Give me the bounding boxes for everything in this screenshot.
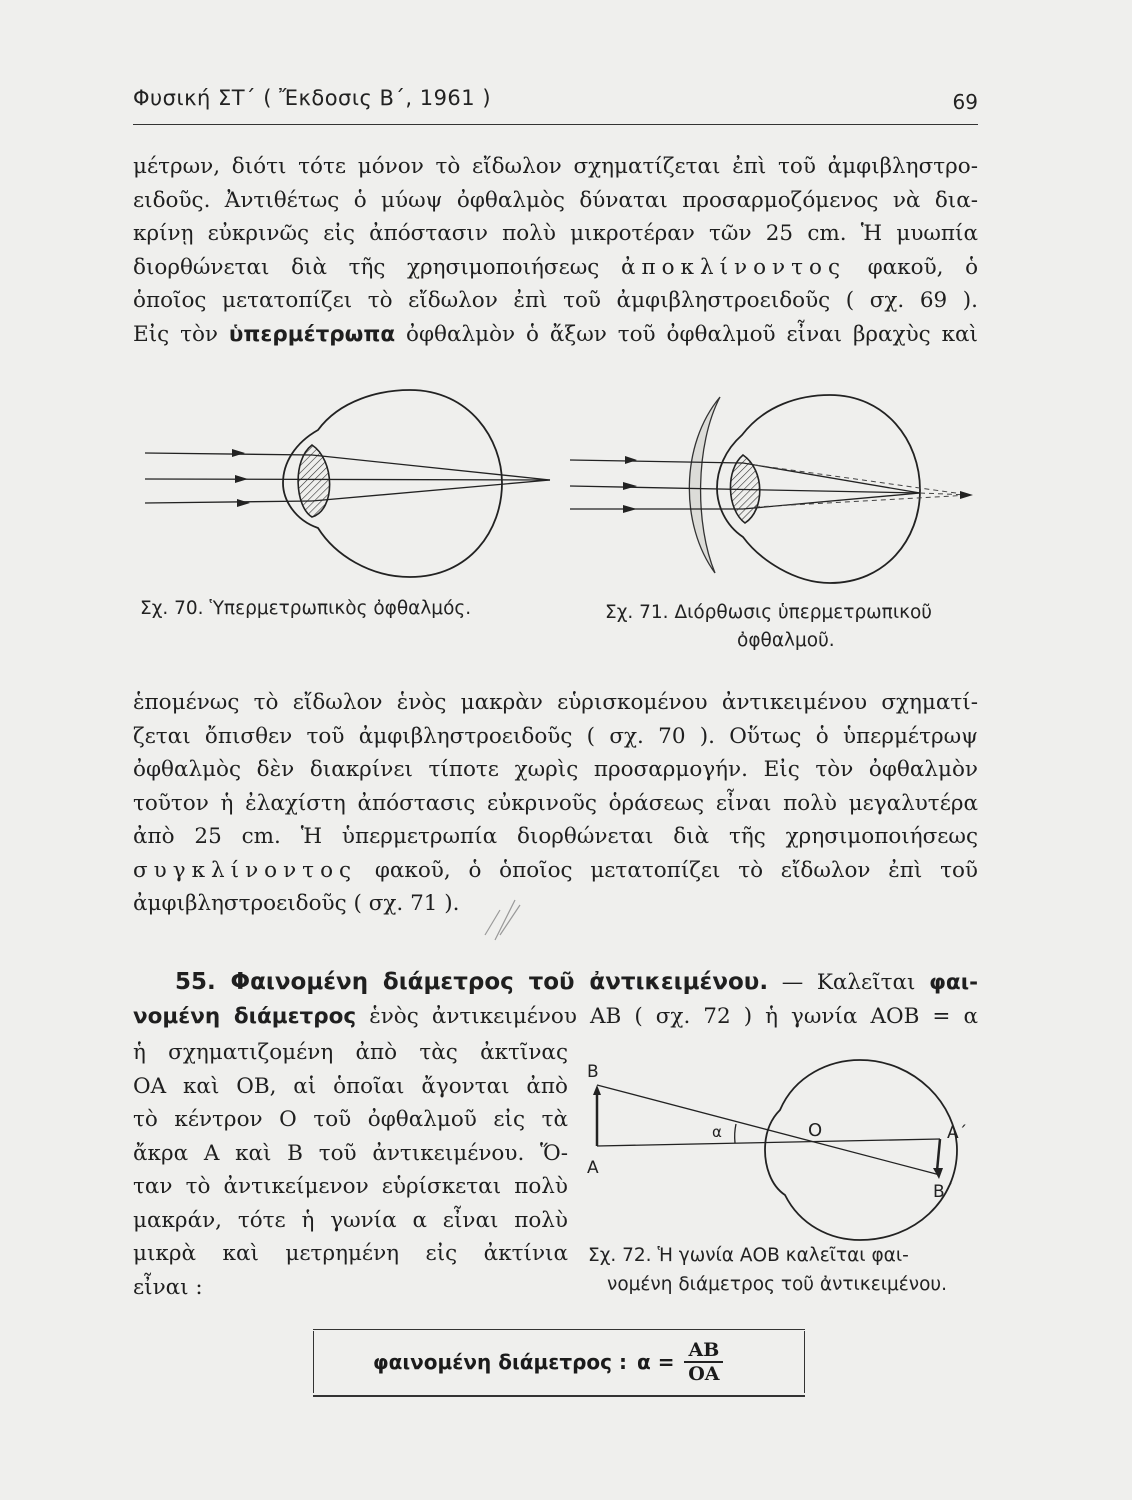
text-line: ταν τὸ ἀντικείμενον εὑρίσκεται πολὺ: [133, 1174, 568, 1199]
figure-70-caption: Σχ. 70. Ὑπερμετρωπικὸς ὀφθαλμός.: [140, 598, 472, 619]
text-line: ὀφθαλμὸς δὲν διακρίνει τίποτε χωρὶς προσαρμογήν. Εἰς τὸν ὀφθαλμὸν: [133, 757, 978, 782]
text-line: [133, 966, 978, 1000]
ray-arrows: [232, 449, 250, 507]
formula-box: [313, 1325, 805, 1397]
text-line: ζεται ὄπισθεν τοῦ ἀμφιβληστροειδοῦς ( σχ. 70 ). Οὕτως ὁ ὑπερμέτρωψ: [133, 723, 978, 749]
running-title: Φυσική ΣΤ΄ ( Ἔκδοσις Β΄, 1961 ): [133, 86, 492, 110]
label-A: A: [587, 1158, 599, 1178]
figure-71-corrected-hyperopic-eye: [565, 385, 985, 585]
text-line: [133, 854, 978, 888]
formula-lhs: α =: [636, 1350, 675, 1374]
text-line: ΟΑ καὶ ΟΒ, αἱ ὁποῖαι ἄγονται ἀπὸ: [133, 1073, 568, 1099]
text-line: τὸ κέντρον Ο τοῦ ὀφθαλμοῦ εἰς τὰ: [133, 1107, 568, 1132]
text-line: ειδοῦς. Ἀντιθέτως ὁ μύωψ ὀφθαλμὸς δύναται προσαρμοζόμενος νὰ δια-: [133, 187, 978, 213]
section-55-column-text: [133, 1036, 568, 1304]
emphasis-spaced: ἀποκλίνοντος: [620, 254, 846, 280]
converging-lens: [689, 397, 720, 573]
text-line: ἀπὸ 25 cm. Ἡ ὑπερμετρωπία διορθώνεται διὰ τῆς χρησιμοποιήσεως: [133, 824, 978, 849]
box-border-bottom: [313, 1395, 805, 1397]
paragraph-myopia: [133, 150, 978, 351]
image-AB: [937, 1139, 940, 1171]
ray-BO: [597, 1085, 940, 1175]
text-line: ἄκρα Α καὶ Β τοῦ ἀντικειμένου. Ὅ-: [133, 1140, 568, 1166]
text-span: — Καλεῖται: [768, 970, 930, 995]
figure-71-caption-line2: ὀφθαλμοῦ.: [737, 630, 835, 651]
figure-72-caption-line2: νομένη διάμετρος τοῦ ἀντικειμένου.: [607, 1274, 947, 1295]
text-line: ὁποῖος μετατοπίζει τὸ εἴδωλον ἐπὶ τοῦ ἀμφιβληστροειδοῦς ( σχ. 69 ).: [133, 288, 978, 313]
apparent-diameter-formula: [373, 1339, 723, 1385]
dashed-uncorrected-rays: [755, 465, 970, 507]
eyeball-outline: [765, 1060, 957, 1240]
text-span: Εἰς τὸν: [133, 321, 218, 347]
figure-72-caption-line1: Σχ. 72. Ἡ γωνία ΑΟΒ καλεῖται φαι-: [588, 1245, 909, 1266]
label-alpha: α: [712, 1123, 722, 1141]
running-header: [133, 86, 978, 120]
box-border-left: [313, 1331, 314, 1393]
text-line: [133, 318, 978, 352]
term-bold: φαι-: [929, 970, 978, 995]
box-border-top: [313, 1329, 805, 1330]
text-span: ἑνὸς ἀντικειμένου AB ( σχ. 72 ) ἡ γωνία AOB = α: [356, 1003, 978, 1029]
section-heading: 55. Φαινομένη διάμετρος τοῦ ἀντικειμένου.: [175, 969, 769, 995]
object-arrowhead: [593, 1085, 601, 1095]
term-bold: ὑπερμέτρωπα: [228, 321, 396, 347]
figure-71-caption-line1: Σχ. 71. Διόρθωσις ὑπερμετρωπικοῦ: [605, 602, 933, 623]
label-B: B: [587, 1062, 599, 1082]
text-span: διορθώνεται διὰ τῆς χρησιμοποιήσεως: [133, 254, 600, 280]
formula-label: φαινομένη διάμετρος :: [373, 1350, 627, 1374]
angle-alpha-arc: [735, 1124, 736, 1143]
text-line: [133, 1000, 978, 1034]
text-line: εἶναι :: [133, 1274, 203, 1300]
text-line: ἀμφιβληστροειδοῦς ( σχ. 71 ).: [133, 891, 460, 916]
fraction: [684, 1339, 723, 1385]
label-O: O: [808, 1120, 823, 1141]
text-line: κρίνῃ εὐκρινῶς εἰς ἀπόστασιν πολὺ μικροτέραν τῶν 25 cm. Ἡ μυωπία: [133, 221, 978, 246]
text-line: μακράν, τότε ἡ γωνία α εἶναι πολὺ: [133, 1207, 568, 1233]
text-span: φακοῦ, ὁ: [867, 254, 979, 280]
section-55-intro: [133, 966, 978, 1033]
text-line: ἡ σχηματιζομένη ἀπὸ τὰς ἀκτῖνας: [133, 1040, 568, 1065]
paragraph-hyperopia: [133, 686, 978, 921]
figure-72-apparent-diameter: [585, 1055, 985, 1245]
label-A-prime: A΄: [947, 1123, 968, 1143]
pencil-annotation-mark: [470, 895, 540, 945]
text-line: μικρὰ καὶ μετρημένη εἰς ἀκτίνια: [133, 1241, 568, 1266]
text-line: [133, 251, 978, 285]
fraction-numerator: AB: [684, 1339, 723, 1363]
fraction-denominator: OA: [688, 1363, 720, 1385]
header-rule: [133, 124, 978, 125]
light-rays: [145, 453, 550, 503]
page-number: 69: [952, 90, 978, 114]
label-B-prime: B΄: [933, 1182, 954, 1202]
text-span: φακοῦ, ὁ ὁποῖος μετατοπίζει τὸ εἴδωλον ἐπὶ τοῦ: [374, 857, 979, 883]
ray-AO: [597, 1139, 940, 1146]
text-line: μέτρων, διότι τότε μόνον τὸ εἴδωλον σχηματίζεται ἐπὶ τοῦ ἀμφιβληστρο-: [133, 154, 978, 179]
text-line: τοῦτον ἡ ἐλαχίστη ἀπόστασις εὐκρινοῦς ὁράσεως εἶναι πολὺ μεγαλυτέρα: [133, 790, 978, 816]
box-border-right: [804, 1331, 805, 1393]
text-span: ὀφθαλμὸν ὁ ἄξων τοῦ ὀφθαλμοῦ εἶναι βραχὺς καὶ: [406, 321, 978, 347]
figure-70-hyperopic-eye: [140, 385, 560, 585]
emphasis-spaced: συγκλίνοντος: [133, 857, 358, 883]
text-line: ἑπομένως τὸ εἴδωλον ἑνὸς μακρὰν εὑρισκομένου ἀντικειμένου σχηματί-: [133, 690, 978, 715]
term-bold: νομένη διάμετρος: [133, 1003, 357, 1029]
